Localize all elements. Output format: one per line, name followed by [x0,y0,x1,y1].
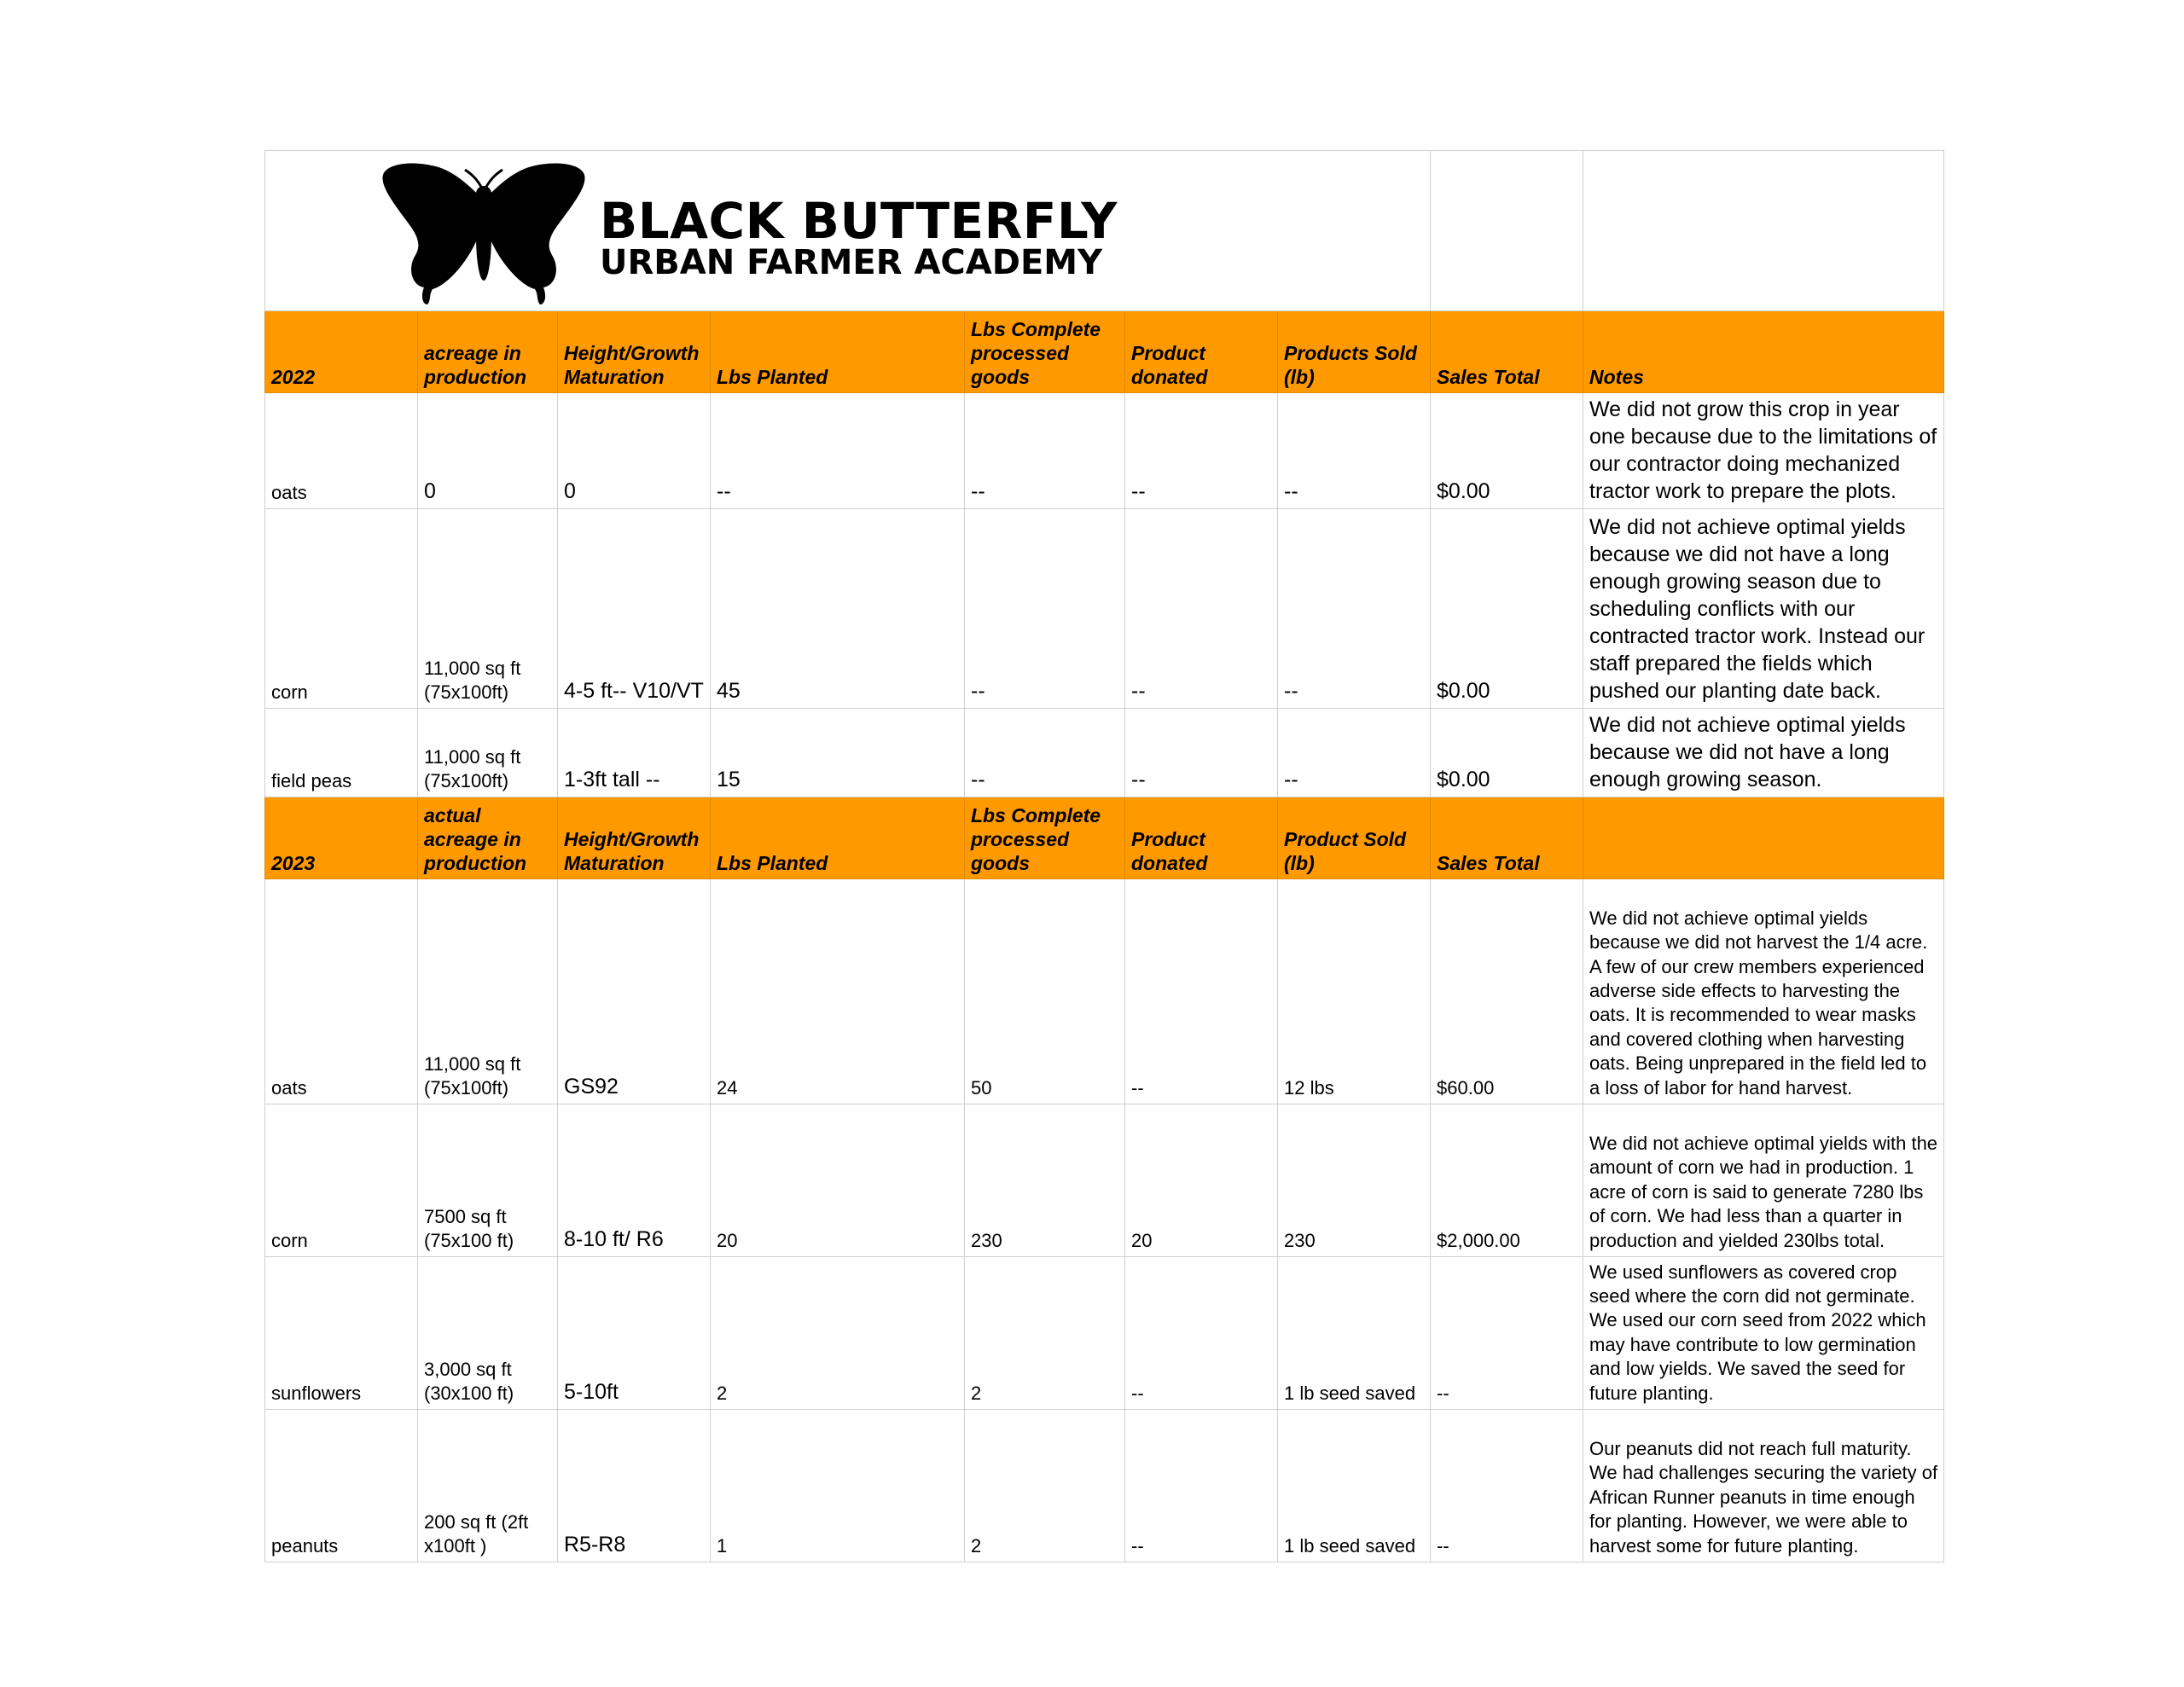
sold-cell: -- [1278,393,1431,509]
acreage-cell: 11,000 sq ft (75x100ft) [418,879,558,1104]
acreage-cell: 3,000 sq ft (30x100 ft) [418,1257,558,1410]
header-sales: Sales Total [1431,797,1583,879]
sales-cell: $60.00 [1431,879,1583,1104]
height-cell: 8-10 ft/ R6 [558,1104,711,1257]
blank-cell [1431,151,1583,311]
acreage-cell: 11,000 sq ft (75x100ft) [418,509,558,709]
notes-cell: We did not grow this crop in year one because due to the limitations of our contractor doing mechanized tractor work to prepare the plots. [1583,393,1944,509]
notes-cell: We used sunflowers as covered crop seed where the corn did not germinate. We used our corn seed from 2022 which may have contribute to low germination and low yields. We saved the seed for future planting. [1583,1257,1944,1410]
header-lbs-planted: Lbs Planted [711,311,965,393]
crop-cell: corn [265,509,418,709]
height-cell: 1-3ft tall -- [558,709,711,797]
donated-cell: -- [1125,1257,1278,1410]
lbs-processed-cell: 230 [965,1104,1125,1257]
blank-cell [1583,151,1944,311]
acreage-cell: 7500 sq ft (75x100 ft) [418,1104,558,1257]
lbs-processed-cell: 2 [965,1410,1125,1562]
crop-cell: peanuts [265,1410,418,1562]
lbs-planted-cell: 2 [711,1257,965,1410]
sold-cell: -- [1278,709,1431,797]
logo-cell [265,151,1431,311]
sold-cell: 1 lb seed saved [1278,1257,1431,1410]
table-row [265,393,1944,509]
donated-cell: -- [1125,393,1278,509]
notes-cell: We did not achieve optimal yields with the amount of corn we had in production. 1 acre of corn is said to generate 7280 lbs of corn. We had less than a quarter in production and yielded 230lbs total. [1583,1104,1944,1257]
brand-title: BLACK BUTTERFLY [600,192,1118,250]
header-donated: Product donated [1125,797,1278,879]
header-lbs-processed: Lbs Complete processed goods [965,311,1125,393]
height-cell: R5-R8 [558,1410,711,1562]
sold-cell: 12 lbs [1278,879,1431,1104]
header-sold: Products Sold (lb) [1278,311,1431,393]
crop-cell: field peas [265,709,418,797]
table-row [265,1410,1944,1562]
donated-cell: -- [1125,1410,1278,1562]
lbs-planted-cell: 15 [711,709,965,797]
sold-cell: 230 [1278,1104,1431,1257]
notes-cell: We did not achieve optimal yields because we did not have a long enough growing season. [1583,709,1944,797]
header-notes: Notes [1583,311,1944,393]
header-notes [1583,797,1944,879]
notes-cell: We did not achieve optimal yields because we did not harvest the 1/4 acre. A few of our crew members experienced adverse side effects to harvesting the oats. It is recommended to wear masks and covered clothing when harvesting oats. Being unprepared in the field led to a loss of labor for hand harvest. [1583,879,1944,1104]
table-row [265,709,1944,797]
lbs-planted-cell: 24 [711,879,965,1104]
butterfly-icon [381,158,586,308]
notes-cell: Our peanuts did not reach full maturity. We had challenges securing the variety of African Runner peanuts in time enough for planting. However, we were able to harvest some for future planting. [1583,1410,1944,1562]
acreage-cell: 0 [418,393,558,509]
height-cell: 4-5 ft-- V10/VT [558,509,711,709]
header-donated: Product donated [1125,311,1278,393]
donated-cell: -- [1125,879,1278,1104]
sales-cell: $0.00 [1431,393,1583,509]
sales-cell: $0.00 [1431,709,1583,797]
crop-cell: corn [265,1104,418,1257]
sales-cell: $0.00 [1431,509,1583,709]
crop-cell: sunflowers [265,1257,418,1410]
height-cell: GS92 [558,879,711,1104]
notes-cell: We did not achieve optimal yields because we did not have a long enough growing season due to scheduling conflicts with our contracted tractor work. Instead our staff prepared the fields which pushed our planting date back. [1583,509,1944,709]
brand-subtitle: URBAN FARMER ACADEMY [600,243,1103,282]
lbs-processed-cell: 2 [965,1257,1125,1410]
logo [381,158,1118,308]
crop-cell: oats [265,393,418,509]
header-row-2023 [265,797,1944,879]
donated-cell: 20 [1125,1104,1278,1257]
header-row-2022 [265,311,1944,393]
acreage-cell: 11,000 sq ft (75x100ft) [418,709,558,797]
table-row [265,1257,1944,1410]
table-row [265,509,1944,709]
sold-cell: 1 lb seed saved [1278,1410,1431,1562]
height-cell: 5-10ft [558,1257,711,1410]
lbs-processed-cell: -- [965,709,1125,797]
sales-cell: $2,000.00 [1431,1104,1583,1257]
lbs-processed-cell: -- [965,393,1125,509]
crop-report-table [264,150,1944,1562]
lbs-planted-cell: 20 [711,1104,965,1257]
header-height: Height/Growth Maturation [558,797,711,879]
lbs-processed-cell: -- [965,509,1125,709]
header-lbs-processed: Lbs Complete processed goods [965,797,1125,879]
lbs-planted-cell: 45 [711,509,965,709]
header-sales: Sales Total [1431,311,1583,393]
header-year: 2023 [265,797,418,879]
lbs-planted-cell: 1 [711,1410,965,1562]
acreage-cell: 200 sq ft (2ft x100ft ) [418,1410,558,1562]
table-row [265,879,1944,1104]
header-sold: Product Sold (lb) [1278,797,1431,879]
crop-cell: oats [265,879,418,1104]
header-acreage: actual acreage in production [418,797,558,879]
sales-cell: -- [1431,1257,1583,1410]
donated-cell: -- [1125,509,1278,709]
lbs-processed-cell: 50 [965,879,1125,1104]
sold-cell: -- [1278,509,1431,709]
header-acreage: acreage in production [418,311,558,393]
header-height: Height/Growth Maturation [558,311,711,393]
header-lbs-planted: Lbs Planted [711,797,965,879]
height-cell: 0 [558,393,711,509]
table-row [265,1104,1944,1257]
logo-row [265,151,1944,311]
sales-cell: -- [1431,1410,1583,1562]
donated-cell: -- [1125,709,1278,797]
header-year: 2022 [265,311,418,393]
lbs-planted-cell: -- [711,393,965,509]
